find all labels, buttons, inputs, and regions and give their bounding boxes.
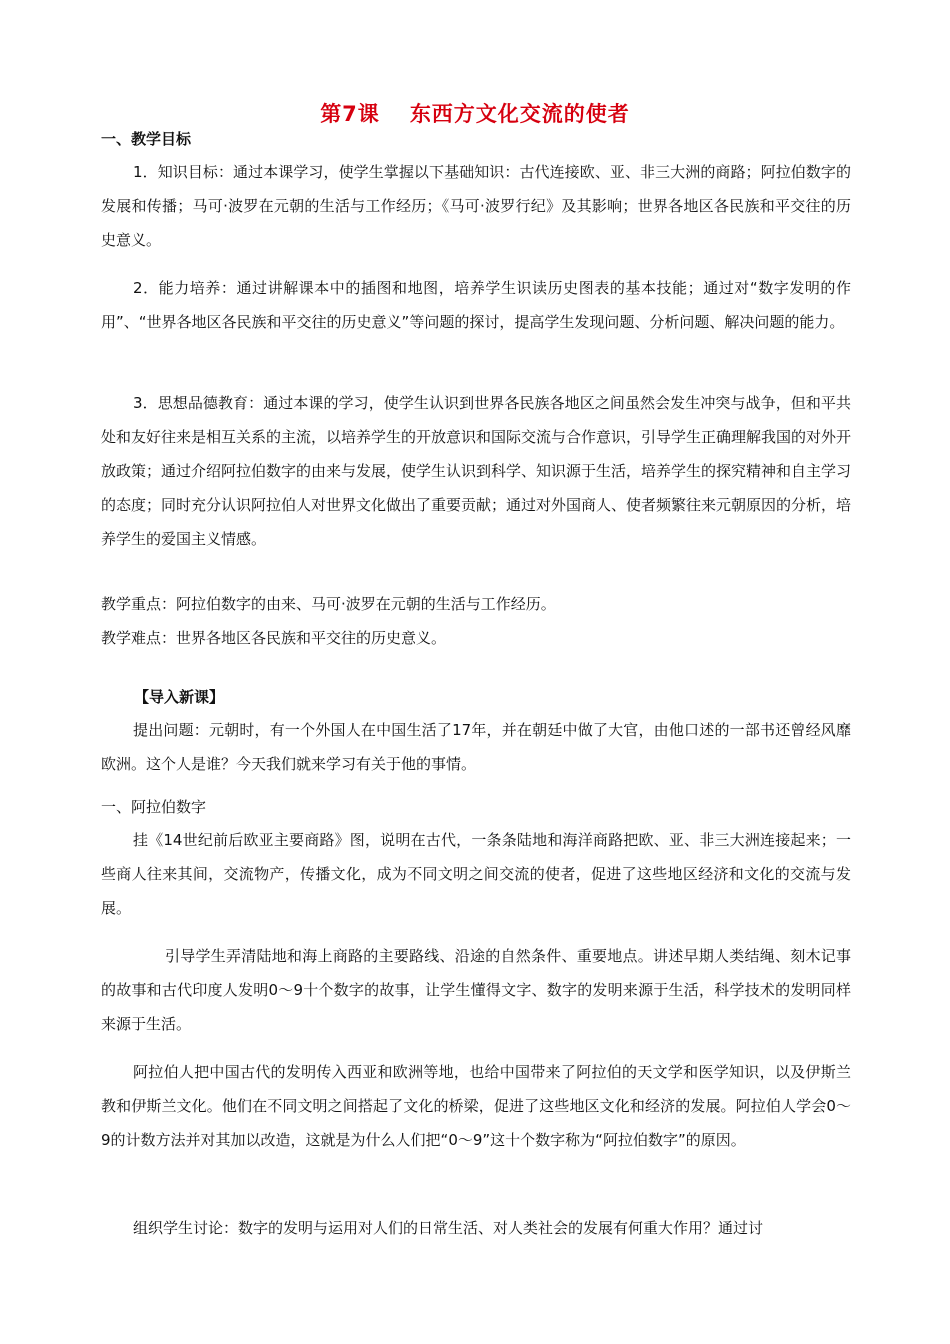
section-paragraph-2: 引导学生弄清陆地和海上商路的主要路线、沿途的自然条件、重要地点。讲述早期人类结绳、刻木记事的故事和古代印度人发明0～9十个数字的故事，让学生懂得文字、数字的发明来源于生活，科学技术的发明同样来源于生活。 bbox=[101, 947, 851, 1033]
section-paragraph-1: 挂《14世纪前后欧亚主要商路》图，说明在古代，一条条陆地和海洋商路把欧、亚、非三大洲连接起来；一些商人往来其间，交流物产，传播文化，成为不同文明之间交流的使者，促进了这些地区经济和文化的交流与发展。 bbox=[101, 831, 851, 917]
intro-question: 提出问题：元朝时，有一个外国人在中国生活了17年，并在朝廷中做了大官，由他口述的一部书还曾经风靡欧洲。这个人是谁？今天我们就来学习有关于他的事情。 bbox=[101, 721, 851, 773]
intro-heading: 【导入新课】 bbox=[134, 688, 225, 706]
objective-ability: 2．能力培养：通过讲解课本中的插图和地图，培养学生识读历史图表的基本技能；通过对“数字发明的作用”、“世界各地区各民族和平交往的历史意义”等问题的探讨，提高学生发现问题、分析问题、解决问题的能力。 bbox=[101, 279, 851, 331]
objective-moral: 3．思想品德教育：通过本课的学习，使学生认识到世界各民族各地区之间虽然会发生冲突与战争，但和平共处和友好往来是相互关系的主流，以培养学生的开放意识和国际交流与合作意识，引导学生正确理解我国的对外开放政策；通过介绍阿拉伯数字的由来与发展，使学生认识到科学、知识源于生活，培养学生的探究精神和自主学习的态度；同时充分认识阿拉伯人对世界文化做出了重要贡献；通过对外国商人、使者频繁往来元朝原因的分析，培养学生的爱国主义情感。 bbox=[101, 394, 852, 548]
key-point: 教学重点：阿拉伯数字的由来、马可·波罗在元朝的生活与工作经历。 bbox=[101, 595, 556, 613]
objectives-heading: 一、教学目标 bbox=[101, 130, 192, 148]
lesson-title bbox=[0, 98, 950, 128]
difficulty-point: 教学难点：世界各地区各民族和平交往的历史意义。 bbox=[101, 629, 447, 647]
section-heading-arabic-numerals: 一、阿拉伯数字 bbox=[101, 798, 207, 816]
objective-knowledge: 1．知识目标：通过本课学习，使学生掌握以下基础知识：古代连接欧、亚、非三大洲的商路；阿拉伯数字的发展和传播；马可·波罗在元朝的生活与工作经历；《马可·波罗行纪》及其影响；世界各地区各民族和平交往的历史意义。 bbox=[101, 163, 851, 249]
lesson-number: 第7课 bbox=[320, 102, 380, 126]
section-paragraph-3: 阿拉伯人把中国古代的发明传入西亚和欧洲等地，也给中国带来了阿拉伯的天文学和医学知识，以及伊斯兰教和伊斯兰文化。他们在不同文明之间搭起了文化的桥梁，促进了这些地区文化和经济的发展。阿拉伯人学会0～9的计数方法并对其加以改造，这就是为什么人们把“0～9”这十个数字称为“阿拉伯数字”的原因。 bbox=[101, 1063, 851, 1149]
lesson-name: 东西方文化交流的使者 bbox=[409, 102, 630, 126]
section-paragraph-4: 组织学生讨论：数字的发明与运用对人们的日常生活、对人类社会的发展有何重大作用？通过讨 bbox=[133, 1219, 764, 1237]
